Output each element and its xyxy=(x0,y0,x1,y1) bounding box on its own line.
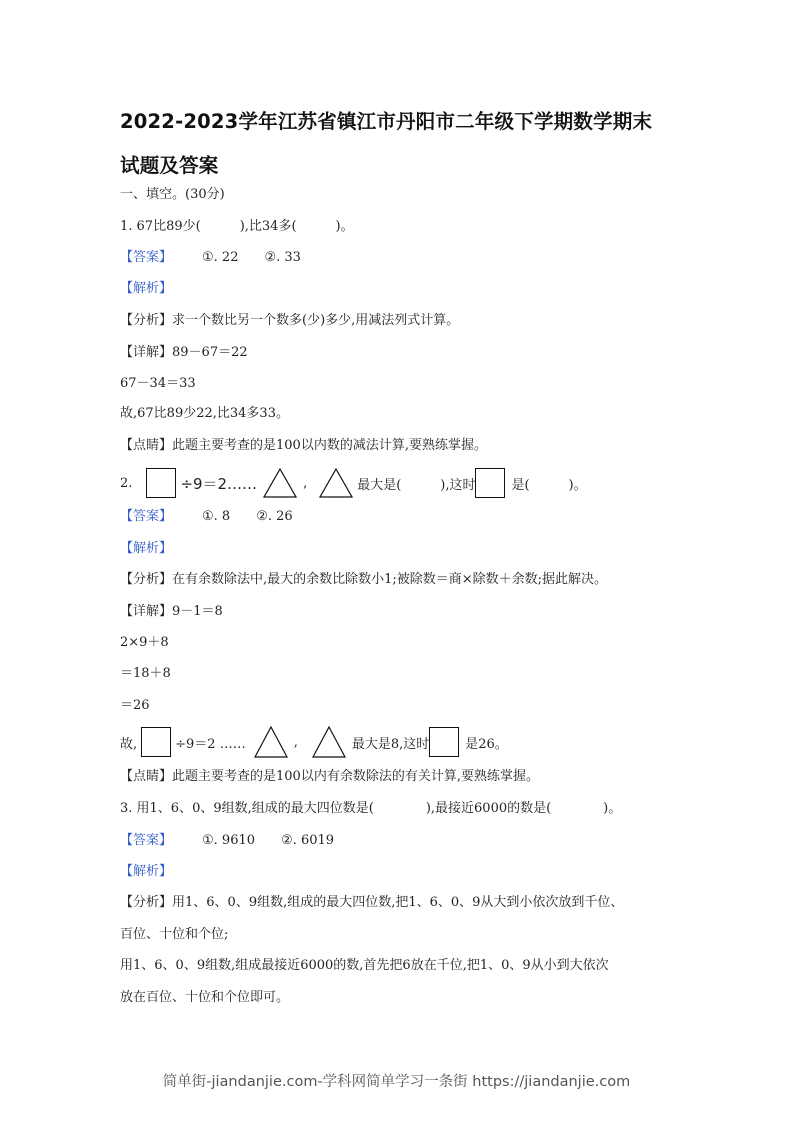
q1-answer xyxy=(120,249,301,267)
blank-box xyxy=(429,727,459,757)
answer-label: 【答案】 xyxy=(120,833,173,848)
q2-comma: , xyxy=(303,475,308,491)
q1-analysis-label: 【解析】 xyxy=(120,281,173,296)
q1-detail-1: 【详解】89－67＝22 xyxy=(120,345,248,360)
triangle-icon xyxy=(254,726,288,758)
blank-box xyxy=(141,727,171,757)
document-title xyxy=(120,100,680,188)
answer-values: ①. 9610 ②. 6019 xyxy=(202,833,335,848)
q2-is-text: 是( )。 xyxy=(511,477,587,493)
footer-watermark: 简单街-jiandanjie.com-学科网简单学习一条街 https://jiandanjie.com xyxy=(162,1074,631,1090)
q2-answer xyxy=(120,508,293,526)
q2-expression: ÷9＝2…… xyxy=(180,474,258,493)
section-heading: 一、填空。(30分) xyxy=(120,187,225,202)
q2-conclusion xyxy=(120,724,508,760)
q2-detail-1: 【详解】9－1＝8 xyxy=(120,604,223,619)
q3-fenxi-3: 用1、6、0、9组数,组成最接近6000的数,首先把6放在千位,把1、0、9从小到大依次 xyxy=(120,958,609,973)
q2-number: 2. xyxy=(120,475,133,491)
q2-detail-2: 2×9＋8 xyxy=(120,635,169,650)
blank-box xyxy=(146,468,176,498)
conclusion-is: 是26。 xyxy=(465,736,508,752)
title-line-2: 试题及答案 xyxy=(120,154,219,177)
q2-max-text: 最大是( ),这时 xyxy=(357,477,476,493)
answer-values: ①. 8 ②. 26 xyxy=(202,509,293,524)
q2-fenxi: 【分析】在有余数除法中,最大的余数比除数小1;被除数＝商×除数＋余数;据此解决。 xyxy=(120,572,608,587)
q1-fenxi: 【分析】求一个数比另一个数多(少)多少,用减法列式计算。 xyxy=(120,313,460,328)
triangle-icon xyxy=(312,726,346,758)
q1-detail-3: 故,67比89少22,比34多33。 xyxy=(120,406,289,421)
q1-dianjing: 【点睛】此题主要考查的是100以内数的减法计算,要熟练掌握。 xyxy=(120,438,487,453)
triangle-icon xyxy=(319,468,353,498)
q3-fenxi-1: 【分析】用1、6、0、9组数,组成的最大四位数,把1、6、0、9从大到小依次放到千位、 xyxy=(120,895,624,910)
answer-values: ①. 22 ②. 33 xyxy=(202,250,301,265)
conclusion-prefix: 故, xyxy=(120,736,138,752)
q2-detail-4: ＝26 xyxy=(120,698,150,713)
question-3: 3. 用1、6、0、9组数,组成的最大四位数是( ),最接近6000的数是( )。 xyxy=(120,801,622,816)
q1-detail-2: 67－34＝33 xyxy=(120,376,196,391)
q3-answer xyxy=(120,832,334,850)
answer-label: 【答案】 xyxy=(120,509,173,524)
answer-label: 【答案】 xyxy=(120,250,173,265)
q3-analysis-label: 【解析】 xyxy=(120,864,173,879)
triangle-icon xyxy=(263,468,297,498)
title-line-1: 2022-2023学年江苏省镇江市丹阳市二年级下学期数学期末 xyxy=(120,110,653,133)
q3-fenxi-4: 放在百位、十位和个位即可。 xyxy=(120,990,290,1005)
conclusion-max: 最大是8,这时 xyxy=(351,736,430,752)
conclusion-comma: , xyxy=(293,734,298,750)
q2-dianjing: 【点睛】此题主要考查的是100以内有余数除法的有关计算,要熟练掌握。 xyxy=(120,769,539,784)
blank-box xyxy=(475,468,505,498)
conclusion-expression: ÷9＝2 …… xyxy=(175,736,246,752)
q2-analysis-label: 【解析】 xyxy=(120,541,173,556)
question-1: 1. 67比89少( ),比34多( )。 xyxy=(120,219,354,234)
q3-fenxi-2: 百位、十位和个位; xyxy=(120,927,229,942)
q2-detail-3: ＝18＋8 xyxy=(120,666,171,681)
question-2 xyxy=(120,466,587,500)
